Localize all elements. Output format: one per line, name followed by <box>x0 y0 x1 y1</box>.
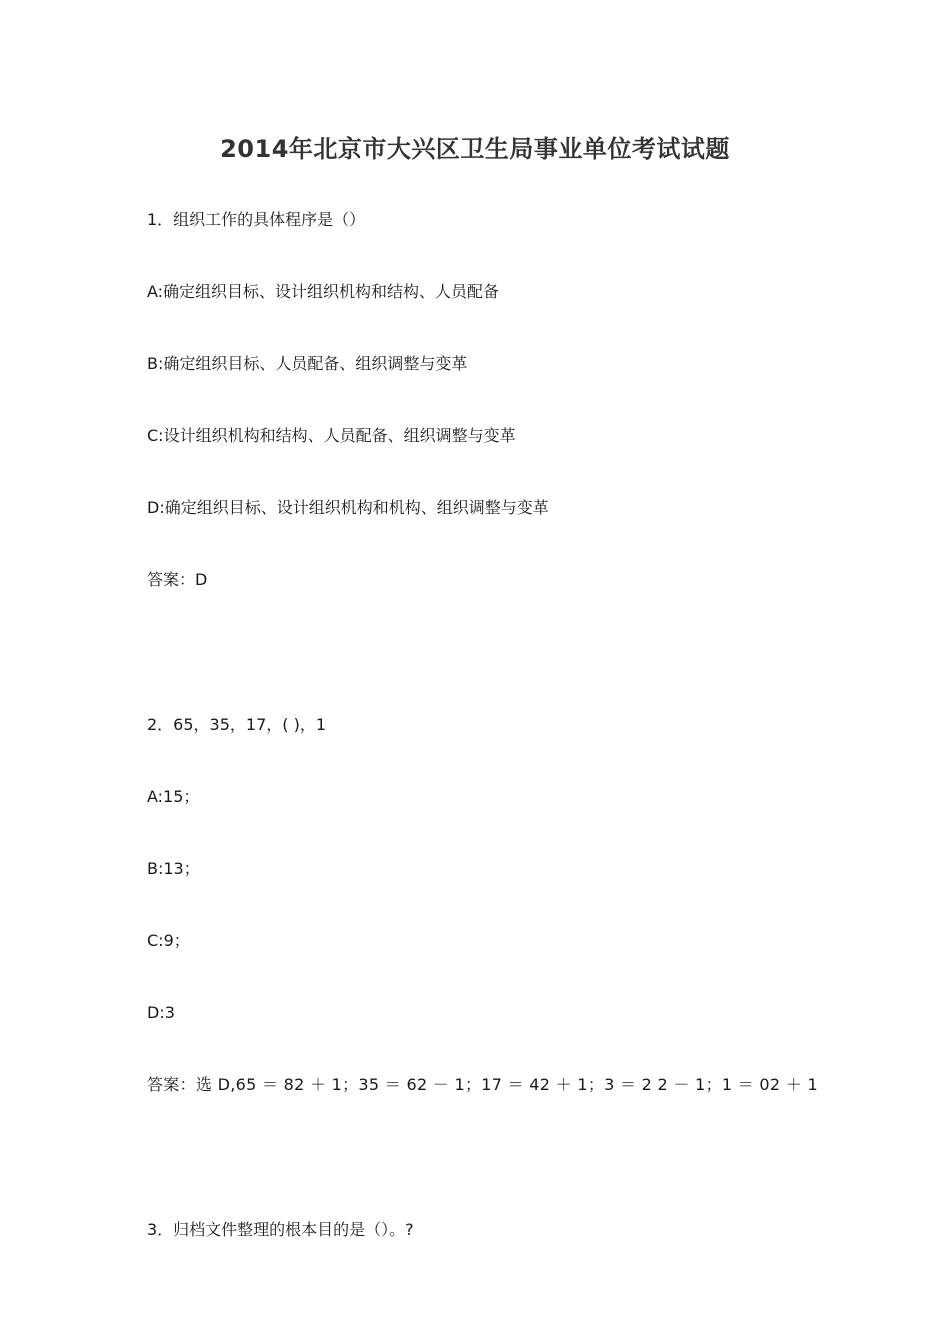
question-1-option-b: B:确定组织目标、人员配备、组织调整与变革 <box>147 354 468 373</box>
question-1-answer: 答案：D <box>147 570 208 589</box>
question-2-option-d: D:3 <box>147 1003 175 1022</box>
document-title: 2014年北京市大兴区卫生局事业单位考试试题 <box>220 135 730 163</box>
question-1-option-d: D:确定组织目标、设计组织机构和机构、组织调整与变革 <box>147 498 549 517</box>
question-2-text: 2．65，35，17，( )，1 <box>147 715 327 734</box>
question-2-option-a: A:15； <box>147 787 200 806</box>
question-1-option-a: A:确定组织目标、设计组织机构和结构、人员配备 <box>147 282 500 301</box>
question-3-text: 3．归档文件整理的根本目的是（）。? <box>147 1220 414 1239</box>
question-2-answer: 答案：选 D,65 ＝ 82 ＋ 1；35 ＝ 62 － 1；17 ＝ 42 ＋ 1；3 ＝ 2 2 － 1；1 ＝ 02 ＋ 1 <box>147 1075 818 1094</box>
question-2-option-b: B:13； <box>147 859 200 878</box>
question-1-option-c: C:设计组织机构和结构、人员配备、组织调整与变革 <box>147 426 516 445</box>
question-2-option-c: C:9； <box>147 931 190 950</box>
question-1-text: 1．组织工作的具体程序是（） <box>147 210 366 229</box>
